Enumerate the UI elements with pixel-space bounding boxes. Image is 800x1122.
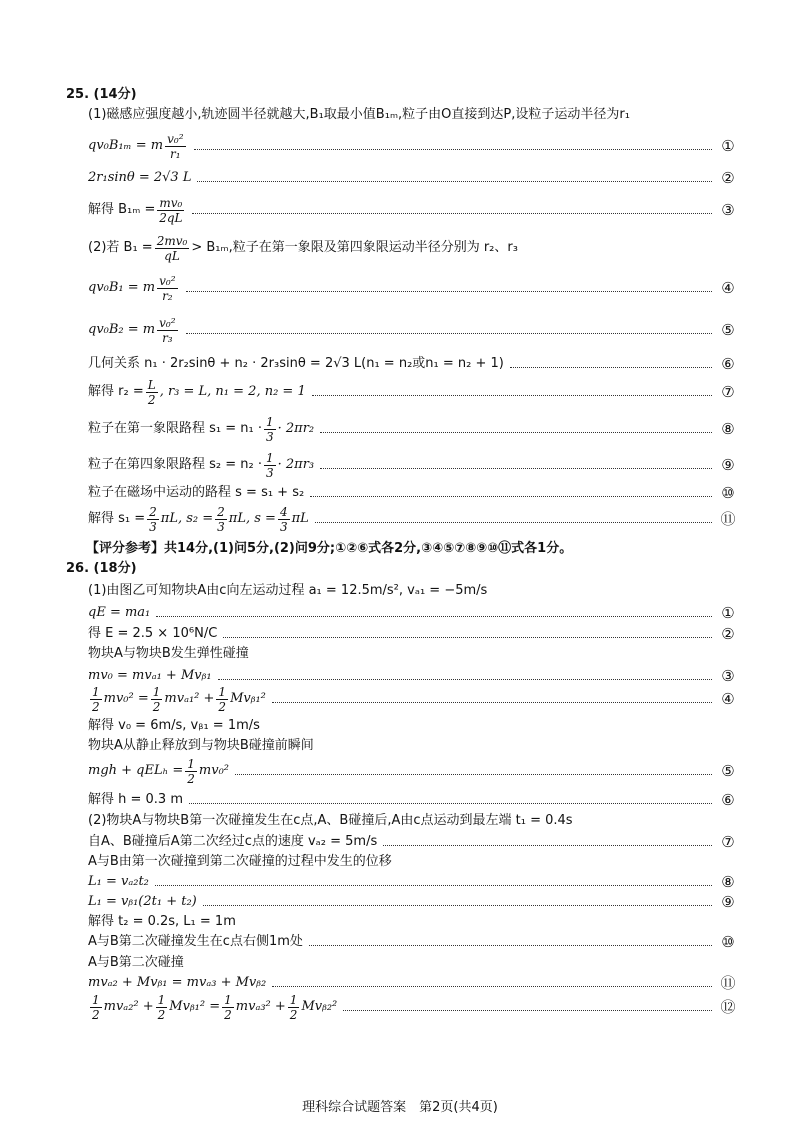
q25-eq10: 粒子在磁场中运动的路程 s = s₁ + s₂ ⑩ (88, 484, 735, 502)
q26-eq3: mv₀ = mvₐ₁ + Mvᵦ₁ ③ (88, 667, 735, 685)
q25-header: 25. (14分) (66, 87, 137, 102)
q26-eq8: L₁ = vₐ₂t₂ ⑧ (88, 873, 735, 891)
q25-eq4: qv₀B₁ = m $\frac{\text{v₀²}}{\text{r₂}}$ ④ (88, 273, 735, 303)
q25-intro: (1)磁感应强度越小,轨迹圆半径就越大,B₁取最小值B₁ₘ,粒子由O直接到达P,设粒子运动半径为r₁ (88, 107, 630, 122)
q25-eq3: 解得 B₁ₘ = $\frac{\text{mv₀}}{2qL}$ ③ (88, 195, 735, 225)
q25-eq8: 粒子在第一象限路程 s₁ = n₁ · $\frac{1}{3}$ · 2πr₂ ⑧ (88, 414, 735, 444)
q26-text6: 解得 t₂ = 0.2s, L₁ = 1m (88, 914, 236, 929)
q26-intro: (1)由图乙可知物块A由c向左运动过程 a₁ = 12.5m/s², vₐ₁ = −5m/s (88, 583, 488, 598)
q26-eq7: 自A、B碰撞后A第二次经过c点的速度 vₐ₂ = 5m/s ⑦ (88, 833, 735, 851)
q26-text1: 物块A与物块B发生弹性碰撞 (88, 646, 249, 661)
q26-text7: A与B第二次碰撞 (88, 955, 184, 970)
q25-eq1: qv₀B₁ₘ = m $\frac{\text{v₀²}}{\text{r₁}}$ ① (88, 131, 735, 161)
page-footer: 理科综合试题答案 第2页(共4页) (302, 1100, 498, 1115)
q25-eq9: 粒子在第四象限路程 s₂ = n₂ · $\frac{1}{3}$ · 2πr₃ ⑨ (88, 450, 735, 480)
q25-eq2: 2r₁sinθ = 2√3 L ② (88, 169, 735, 187)
q25-eq11: 解得 s₁ = $\frac{2}{3}$ πL, s₂ = $\frac{2}{3}$ πL, s = $\frac{4}{3}$ πL ⑪ (88, 504, 736, 534)
q25-scoring: 【评分参考】共14分,(1)问5分,(2)问9分;①②⑥式各2分,③④⑤⑦⑧⑨⑩⑪式各1分。 (86, 541, 573, 556)
q26-eq2: 得 E = 2.5 × 10⁶N/C ② (88, 625, 735, 643)
q25-part2: (2)若 B₁ = $\frac{\text{2mv₀}}{qL}$ > B₁ₘ,粒子在第一象限及第四象限运动半径分别为 r₂、r₃ (88, 233, 518, 263)
q26-text3: 物块A从静止释放到与物块B碰撞前瞬间 (88, 738, 314, 753)
q25-eq5: qv₀B₂ = m $\frac{\text{v₀²}}{\text{r₃}}$ ⑤ (88, 315, 735, 345)
q26-header: 26. (18分) (66, 561, 137, 576)
q26-eq4: $\frac{1}{2}$ mv₀² = $\frac{1}{2}$ mvₐ₁² + $\frac{1}{2}$ Mvᵦ₁² ④ (92, 684, 735, 714)
q26-eq1: qE = ma₁ ① (88, 604, 735, 622)
q26-eq5: mgh + qELₕ = $\frac{1}{2}$ mv₀² ⑤ (88, 756, 735, 786)
q26-text4: (2)物块A与物块B第一次碰撞发生在c点,A、B碰撞后,A由c点运动到最左端 t₁ = 0.4s (88, 813, 573, 828)
q26-eq6: 解得 h = 0.3 m ⑥ (88, 791, 735, 809)
q25-eq6: 几何关系 n₁ · 2r₂sinθ + n₂ · 2r₃sinθ = 2√3 L(n₁ = n₂或n₁ = n₂ + 1) ⑥ (88, 355, 735, 373)
q26-text5: A与B由第一次碰撞到第二次碰撞的过程中发生的位移 (88, 854, 392, 869)
q26-text2: 解得 v₀ = 6m/s, vᵦ₁ = 1m/s (88, 718, 260, 733)
q25-eq7: 解得 r₂ = $\frac{L}{2}$ , r₃ = L, n₁ = 2, n₂ = 1 ⑦ (88, 377, 735, 407)
q26-eq11: mvₐ₂ + Mvᵦ₁ = mvₐ₃ + Mvᵦ₂ ⑪ (88, 974, 736, 992)
q26-eq10: A与B第二次碰撞发生在c点右侧1m处 ⑩ (88, 933, 735, 951)
q26-eq12: $\frac{1}{2}$ mvₐ₂² + $\frac{1}{2}$ Mvᵦ₁² = $\frac{1}{2}$ mvₐ₃² + $\frac{1}{2}$ Mvᵦ₂² ⑫ (92, 992, 736, 1022)
q26-eq9: L₁ = vᵦ₁(2t₁ + t₂) ⑨ (88, 893, 735, 911)
